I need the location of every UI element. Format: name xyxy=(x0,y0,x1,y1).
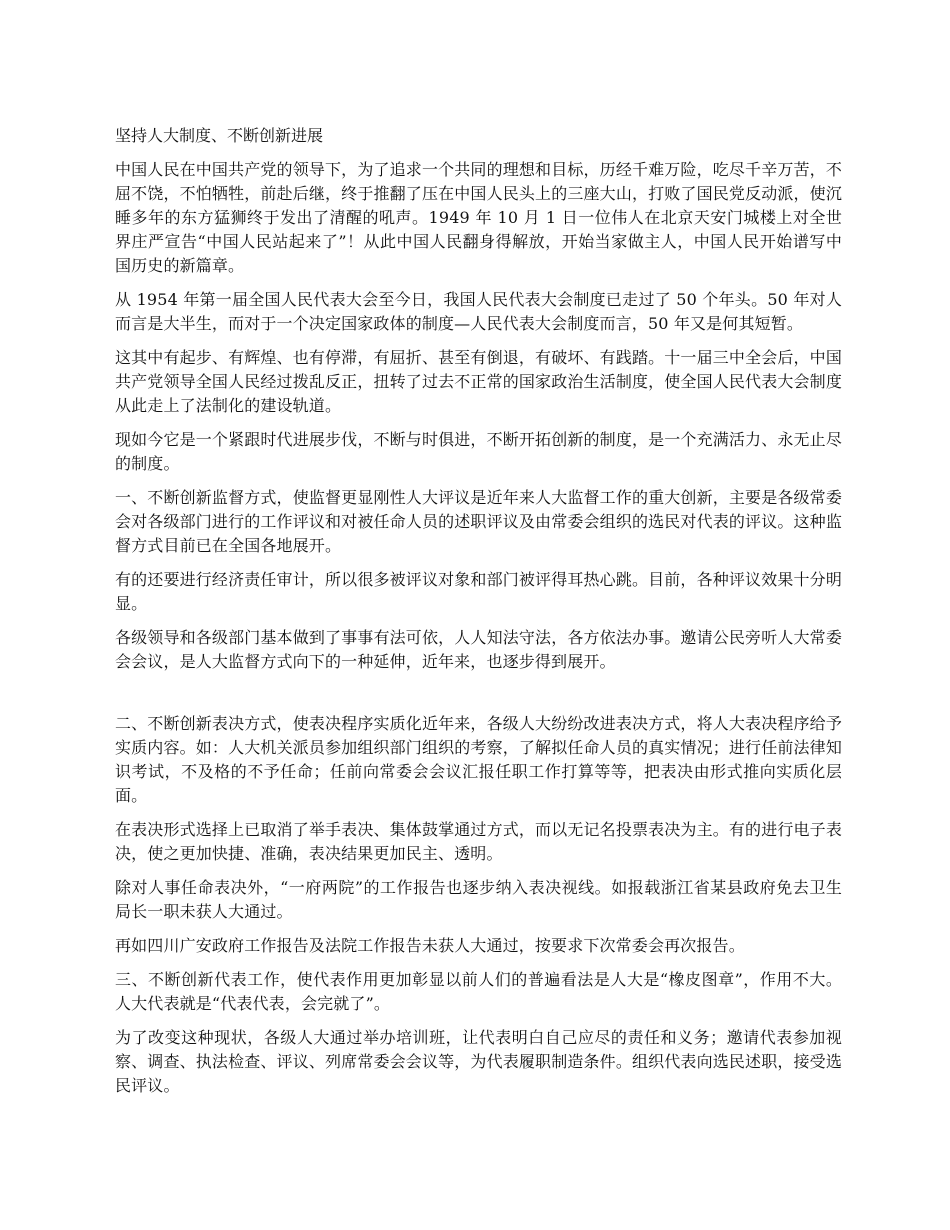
paragraph-1: 中国人民在中国共产党的领导下，为了追求一个共同的理想和目标，历经千难万险，吃尽千辛万苦，不屈不饶，不怕牺牲，前赴后继，终于推翻了压在中国人民头上的三座大山，打败了国民党反动派，使沉睡多年的东方猛狮终于发出了清醒的吼声。1949 年 10 月 1 日一位伟人在北京天安门城楼上对全世界庄严宣告“中国人民站起来了”！从此中国人民翻身得解放，开始当家做主人，中国人民开始谱写中国历史的新篇章。 xyxy=(115,160,842,275)
paragraph-7: 各级领导和各级部门基本做到了事事有法可依，人人知法守法，各方依法办事。邀请公民旁听人大常委会会议，是人大监督方式向下的一种延伸，近年来，也逐步得到展开。 xyxy=(115,628,842,671)
paragraph-3: 这其中有起步、有辉煌、也有停滞，有屈折、甚至有倒退，有破坏、有践踏。十一届三中全会后，中国共产党领导全国人民经过拨乱反正，扭转了过去不正常的国家政治生活制度，使全国人民代表大会制度从此走上了法制化的建设轨道。 xyxy=(115,348,842,415)
paragraph-11: 再如四川广安政府工作报告及法院工作报告未获人大通过，按要求下次常委会再次报告。 xyxy=(115,936,745,955)
document-page xyxy=(115,124,842,1108)
paragraph-9: 在表决形式选择上已取消了举手表决、集体鼓掌通过方式，而以无记名投票表决为主。有的进行电子表决，使之更加快捷、准确，表决结果更加民主、透明。 xyxy=(115,820,842,863)
paragraph-10: 除对人事任命表决外，“一府两院”的工作报告也逐步纳入表决视线。如报载浙江省某县政府免去卫生局长一职未获人大通过。 xyxy=(115,878,842,921)
paragraph-12: 三、不断创新代表工作，使代表作用更加彰显以前人们的普遍看法是人大是“橡皮图章”，作用不大。人大代表就是“代表代表，会完就了”。 xyxy=(115,970,842,1013)
paragraph-8: 二、不断创新表决方式，使表决程序实质化近年来，各级人大纷纷改进表决方式，将人大表决程序给予实质内容。如：人大机关派员参加组织部门组织的考察，了解拟任命人员的真实情况；进行任前法律知识考试，不及格的不予任命；任前向常委会会议汇报任职工作打算等等，把表决由形式推向实质化层面。 xyxy=(115,714,842,805)
paragraph-2: 从 1954 年第一届全国人民代表大会至今日，我国人民代表大会制度已走过了 50 个年头。50 年对人而言是大半生，而对于一个决定国家政体的制度—人民代表大会制度而言，50 年又是何其短暂。 xyxy=(115,290,842,333)
paragraph-4: 现如今它是一个紧跟时代进展步伐，不断与时俱进，不断开拓创新的制度，是一个充满活力、永无止尽的制度。 xyxy=(115,430,842,473)
section-spacer xyxy=(115,684,842,712)
paragraph-13: 为了改变这种现状，各级人大通过举办培训班，让代表明白自己应尽的责任和义务；邀请代表参加视察、调查、执法检查、评议、列席常委会会议等，为代表履职制造条件。组织代表向选民述职，接受选民评议。 xyxy=(115,1028,842,1095)
paragraph-5: 一、不断创新监督方式，使监督更显刚性人大评议是近年来人大监督工作的重大创新，主要是各级常委会对各级部门进行的工作评议和对被任命人员的述职评议及由常委会组织的选民对代表的评议。这种监督方式目前已在全国各地展开。 xyxy=(115,488,842,555)
document-title: 坚持人大制度、不断创新进展 xyxy=(115,126,324,145)
paragraph-6: 有的还要进行经济责任审计，所以很多被评议对象和部门被评得耳热心跳。目前，各种评议效果十分明显。 xyxy=(115,570,842,613)
